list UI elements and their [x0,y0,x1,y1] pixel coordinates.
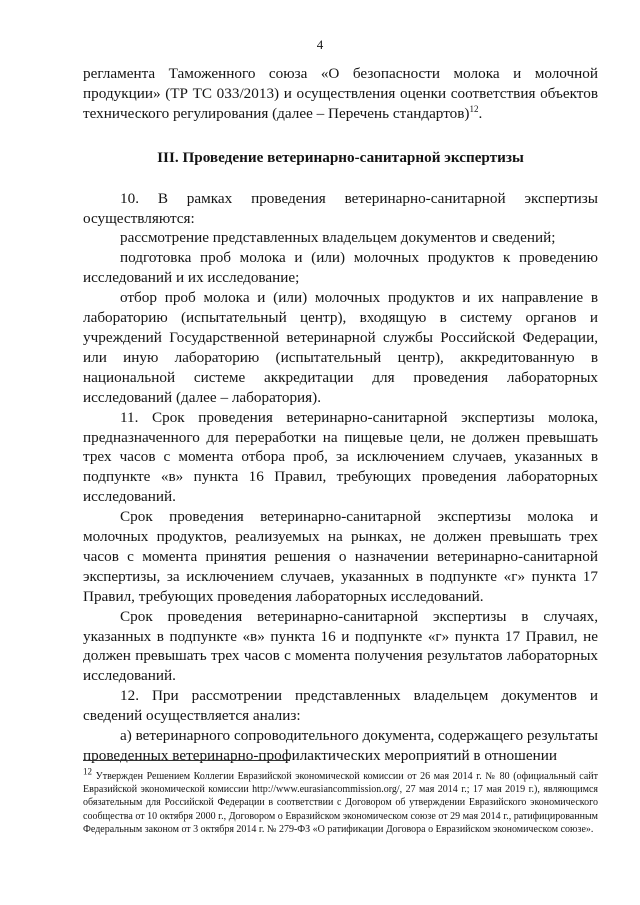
paragraph-12: 12. При рассмотрении представленных владельцем документов и сведений осуществляется анализ: [83,687,598,725]
footnote-marker: 12 [83,766,92,777]
body-text [83,64,598,766]
paragraph-text: регламента Таможенного союза «О безопасности молока и молочной продукции» (ТР ТС 033/2013) и осуществления оценки соответствия объектов технического регулирования (далее – Перечень стандартов) [83,65,598,122]
paragraph-12-a: а) ветеринарного сопроводительного документа, содержащего результаты проведенных ветеринарно-профилактических мероприятий в отношении [83,727,598,764]
paragraph-end: . [478,104,483,122]
paragraph-list-item: подготовка проб молока и (или) молочных продуктов к проведению исследований и их исследование; [83,249,598,287]
footnote-reference: 12 [469,103,479,114]
paragraph-11: 11. Срок проведения ветеринарно-санитарной экспертизы молока, предназначенного для переработки на пищевые цели, не должен превышать трех часов с момента отбора проб, за исключением случаев, указанных в подпункте «в» пункта 16 Правил, требующих проведения лабораторных исследований. [83,408,598,506]
paragraph-11-part-2: Срок проведения ветеринарно-санитарной экспертизы молока и молочных продуктов, реализуемых на рынках, не должен превышать трех часов с момента принятия решения о назначении ветеринарно-санитарной экспертизы, за исключением случаев, указанных в подпункте «г» пункта 17 Правил, требующих проведения лабораторных исследований. [83,508,598,605]
paragraph-continuation [83,64,598,124]
paragraph-10: 10. В рамках проведения ветеринарно-санитарной экспертизы осуществляются: [83,189,598,227]
footnote-body: Утвержден Решением Коллегии Евразийской экономической комиссии от 26 мая 2014 г. № 80 (официальный сайт Евразийской экономической комиссии http://www.eurasiancommission.org/, 27 мая 2014 г.; 17 мая 2019 г.), являющимся обязательным для Российской Федерации в соответствии с Договором об утверждении Евразийского экономического сообщества от 10 октября 2000 г., Договором о Евразийском экономическом союзе от 29 мая 2014 г., ратифицированным Федеральным законом от 3 октября 2014 г. № 279-ФЗ «О ратификации Договора о Евразийском экономическом союзе». [83,771,598,835]
page-number: 4 [316,37,324,52]
paragraph-list-item: отбор проб молока и (или) молочных продуктов и их направление в лабораторию (испытательный центр), входящую в систему органов и учреждений Государственной ветеринарной службы Российской Федерации, или иную лабораторию (испытательный центр), аккредитованную в национальной системе аккредитации для проведения лабораторных исследований (далее – лаборатория). [83,289,598,406]
footnote-separator [83,760,290,761]
section-heading: III. Проведение ветеринарно-санитарной экспертизы [157,148,524,166]
paragraph-11-part-3: Срок проведения ветеринарно-санитарной экспертизы в случаях, указанных в подпункте «в» пункта 16 и подпункте «г» пункта 17 Правил, не должен превышать трех часов с момента получения результатов лабораторных исследований. [83,607,598,685]
footnote [83,766,598,836]
footnote-text [83,766,598,836]
paragraph-list-item: рассмотрение представленных владельцем документов и сведений; [120,229,556,247]
